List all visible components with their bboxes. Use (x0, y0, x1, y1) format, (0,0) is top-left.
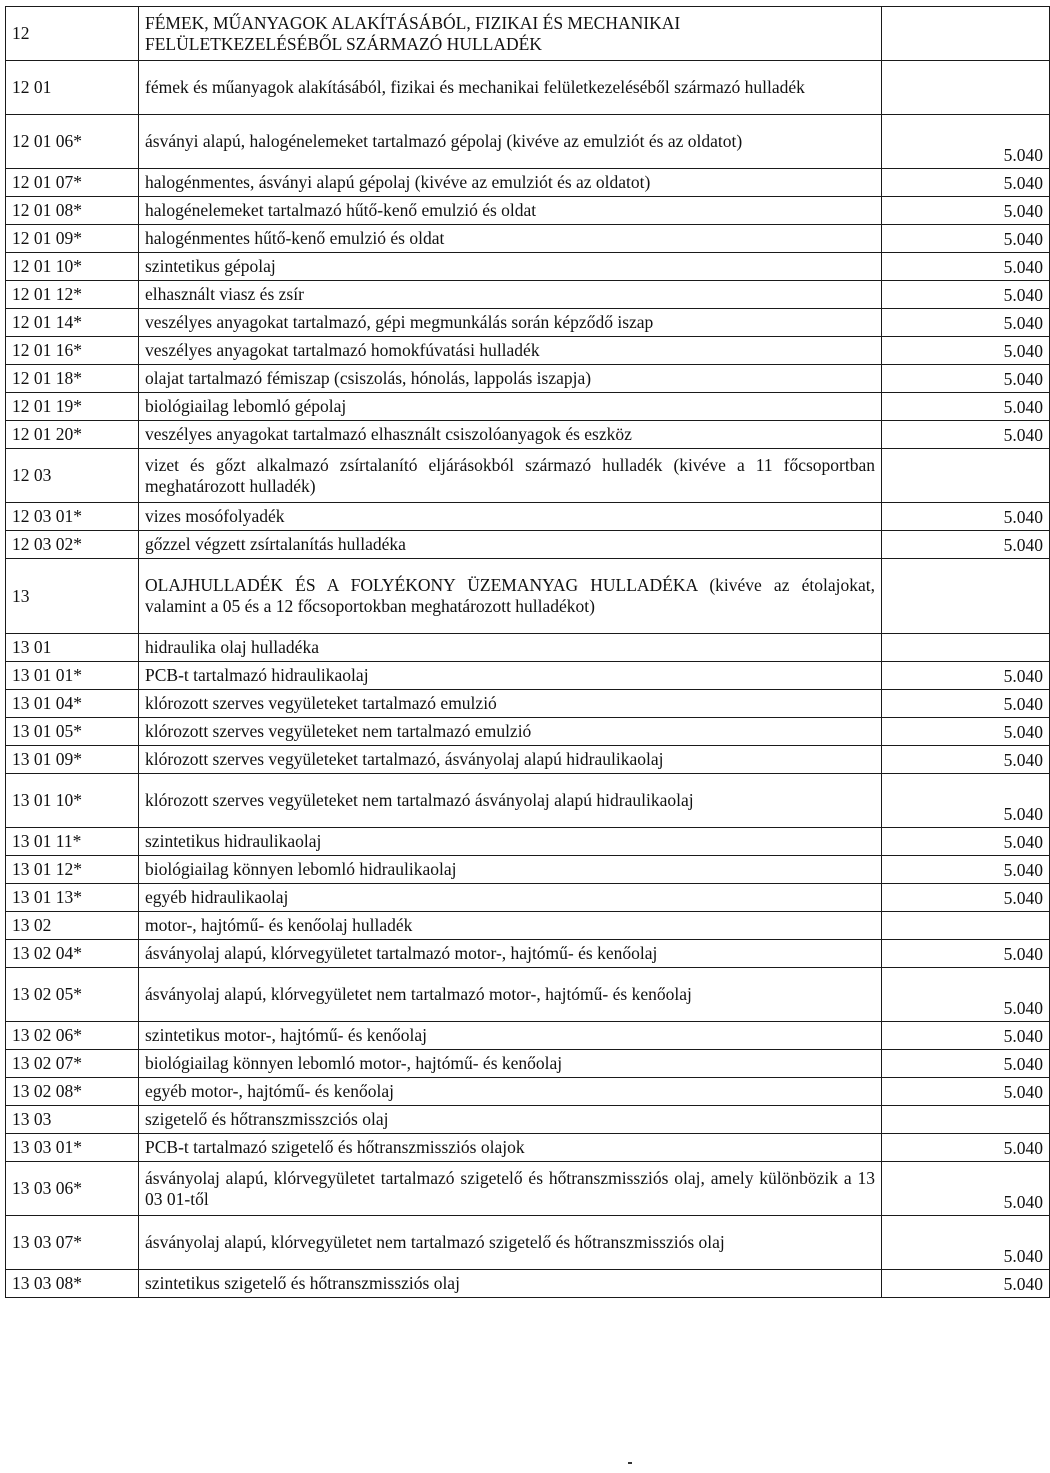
waste-description-cell: elhasznált viasz és zsír (139, 281, 882, 309)
rate-value-cell (882, 559, 1050, 634)
waste-code-cell: 13 01 09* (6, 746, 139, 774)
waste-code-cell: 13 03 01* (6, 1134, 139, 1162)
waste-code-cell: 12 01 06* (6, 115, 139, 169)
rate-value-cell (882, 61, 1050, 115)
waste-code-cell: 12 01 12* (6, 281, 139, 309)
rate-value-cell: 5.040 (882, 746, 1050, 774)
waste-code-cell: 12 01 16* (6, 337, 139, 365)
waste-description-cell: fémek és műanyagok alakításából, fizikai és mechanikai felületkezeléséből származó hulladék (139, 61, 882, 115)
rate-value-cell: 5.040 (882, 365, 1050, 393)
rate-value-cell: 5.040 (882, 1162, 1050, 1216)
waste-code-cell: 13 02 05* (6, 968, 139, 1022)
waste-description-cell: ásványolaj alapú, klórvegyületet tartalmazó szigetelő és hőtranszmissziós olaj, amely különbözik a 13 03 01-től (139, 1162, 882, 1216)
waste-code-cell: 13 02 04* (6, 940, 139, 968)
waste-description-cell: vizes mosófolyadék (139, 503, 882, 531)
table-row (6, 774, 1050, 828)
waste-code-cell: 12 01 09* (6, 225, 139, 253)
waste-description-cell: halogénelemeket tartalmazó hűtő-kenő emulzió és oldat (139, 197, 882, 225)
waste-description-cell: egyéb hidraulikaolaj (139, 884, 882, 912)
table-row (6, 1050, 1050, 1078)
rate-value-cell: 5.040 (882, 197, 1050, 225)
rate-value-cell: 5.040 (882, 393, 1050, 421)
table-row (6, 690, 1050, 718)
rate-value-cell: 5.040 (882, 968, 1050, 1022)
table-row (6, 634, 1050, 662)
waste-code-cell: 13 01 (6, 634, 139, 662)
waste-code-cell: 12 01 (6, 61, 139, 115)
rate-value-cell: 5.040 (882, 169, 1050, 197)
rate-value-cell: 5.040 (882, 253, 1050, 281)
waste-description-cell: klórozott szerves vegyületeket tartalmazó, ásványolaj alapú hidraulikaolaj (139, 746, 882, 774)
table-row (6, 1106, 1050, 1134)
waste-code-cell: 12 01 14* (6, 309, 139, 337)
table-row (6, 393, 1050, 421)
rate-value-cell (882, 7, 1050, 61)
waste-code-cell: 13 01 05* (6, 718, 139, 746)
waste-description-cell: biológiailag könnyen lebomló hidraulikaolaj (139, 856, 882, 884)
table-row (6, 884, 1050, 912)
waste-code-cell: 12 (6, 7, 139, 61)
table-row (6, 115, 1050, 169)
rate-value-cell: 5.040 (882, 1134, 1050, 1162)
table-body (6, 7, 1050, 1298)
waste-code-cell: 13 03 06* (6, 1162, 139, 1216)
rate-value-cell: 5.040 (882, 115, 1050, 169)
rate-value-cell: 5.040 (882, 662, 1050, 690)
waste-code-cell: 12 01 10* (6, 253, 139, 281)
scan-mark (628, 1462, 632, 1464)
waste-description-cell: biológiailag lebomló gépolaj (139, 393, 882, 421)
rate-value-cell: 5.040 (882, 281, 1050, 309)
waste-description-cell: halogénmentes hűtő-kenő emulzió és oldat (139, 225, 882, 253)
waste-code-cell: 12 03 (6, 449, 139, 503)
waste-description-cell: halogénmentes, ásványi alapú gépolaj (kivéve az emulziót és az oldatot) (139, 169, 882, 197)
waste-code-cell: 12 01 19* (6, 393, 139, 421)
rate-value-cell (882, 634, 1050, 662)
waste-description-cell: PCB-t tartalmazó hidraulikaolaj (139, 662, 882, 690)
rate-value-cell: 5.040 (882, 337, 1050, 365)
waste-description-cell: PCB-t tartalmazó szigetelő és hőtranszmissziós olajok (139, 1134, 882, 1162)
waste-description-cell: FÉMEK, MŰANYAGOK ALAKÍTÁSÁBÓL, FIZIKAI ÉS MECHANIKAI FELÜLETKEZELÉSÉBŐL SZÁRMAZÓ HULLADÉK (139, 7, 882, 61)
waste-description-cell: szigetelő és hőtranszmisszciós olaj (139, 1106, 882, 1134)
rate-value-cell: 5.040 (882, 1022, 1050, 1050)
rate-value-cell (882, 1106, 1050, 1134)
table-row (6, 61, 1050, 115)
table-row (6, 253, 1050, 281)
rate-value-cell: 5.040 (882, 1078, 1050, 1106)
waste-code-cell: 12 01 18* (6, 365, 139, 393)
waste-code-cell: 13 (6, 559, 139, 634)
table-row (6, 940, 1050, 968)
waste-code-cell: 13 02 (6, 912, 139, 940)
table-row (6, 309, 1050, 337)
waste-code-cell: 13 02 06* (6, 1022, 139, 1050)
waste-description-cell: veszélyes anyagokat tartalmazó homokfúvatási hulladék (139, 337, 882, 365)
table-row (6, 1078, 1050, 1106)
table-row (6, 225, 1050, 253)
waste-code-cell: 13 01 13* (6, 884, 139, 912)
rate-value-cell: 5.040 (882, 884, 1050, 912)
waste-description-cell: szintetikus hidraulikaolaj (139, 828, 882, 856)
waste-description-cell: olajat tartalmazó fémiszap (csiszolás, hónolás, lappolás iszapja) (139, 365, 882, 393)
waste-description-cell: szintetikus szigetelő és hőtranszmissziós olaj (139, 1270, 882, 1298)
waste-description-cell: szintetikus motor-, hajtómű- és kenőolaj (139, 1022, 882, 1050)
table-row (6, 828, 1050, 856)
waste-description-cell: ásványolaj alapú, klórvegyületet tartalmazó motor-, hajtómű- és kenőolaj (139, 940, 882, 968)
rate-value-cell: 5.040 (882, 1270, 1050, 1298)
rate-value-cell: 5.040 (882, 1050, 1050, 1078)
waste-description-cell: ásványi alapú, halogénelemeket tartalmazó gépolaj (kivéve az emulziót és az oldatot) (139, 115, 882, 169)
rate-value-cell: 5.040 (882, 718, 1050, 746)
table-row (6, 365, 1050, 393)
rate-value-cell (882, 449, 1050, 503)
table-row (6, 169, 1050, 197)
table-row (6, 449, 1050, 503)
waste-code-cell: 13 01 12* (6, 856, 139, 884)
waste-description-cell: ásványolaj alapú, klórvegyületet nem tartalmazó szigetelő és hőtranszmissziós olaj (139, 1216, 882, 1270)
waste-description-cell: klórozott szerves vegyületeket nem tartalmazó emulzió (139, 718, 882, 746)
waste-code-cell: 13 03 (6, 1106, 139, 1134)
rate-value-cell: 5.040 (882, 309, 1050, 337)
rate-value-cell: 5.040 (882, 856, 1050, 884)
waste-code-table (5, 6, 1050, 1298)
waste-description-cell: vizet és gőzt alkalmazó zsírtalanító eljárásokból származó hulladék (kivéve a 11 főcsoportban meghatározott hulladék) (139, 449, 882, 503)
rate-value-cell: 5.040 (882, 1216, 1050, 1270)
waste-description-cell: ásványolaj alapú, klórvegyületet nem tartalmazó motor-, hajtómű- és kenőolaj (139, 968, 882, 1022)
rate-value-cell: 5.040 (882, 690, 1050, 718)
table-row (6, 197, 1050, 225)
waste-code-cell: 13 02 07* (6, 1050, 139, 1078)
rate-value-cell: 5.040 (882, 531, 1050, 559)
waste-description-cell: szintetikus gépolaj (139, 253, 882, 281)
rate-value-cell: 5.040 (882, 774, 1050, 828)
table-row (6, 559, 1050, 634)
waste-description-cell: motor-, hajtómű- és kenőolaj hulladék (139, 912, 882, 940)
rate-value-cell: 5.040 (882, 225, 1050, 253)
waste-code-cell: 13 01 10* (6, 774, 139, 828)
table-row (6, 531, 1050, 559)
waste-code-cell: 12 01 07* (6, 169, 139, 197)
rate-value-cell: 5.040 (882, 421, 1050, 449)
table-row (6, 746, 1050, 774)
waste-description-cell: veszélyes anyagokat tartalmazó elhasznált csiszolóanyagok és eszköz (139, 421, 882, 449)
waste-code-cell: 13 02 08* (6, 1078, 139, 1106)
table-row (6, 662, 1050, 690)
waste-code-cell: 13 01 01* (6, 662, 139, 690)
waste-code-cell: 13 01 04* (6, 690, 139, 718)
rate-value-cell: 5.040 (882, 828, 1050, 856)
table-row (6, 1022, 1050, 1050)
table-row (6, 281, 1050, 309)
table-row (6, 1162, 1050, 1216)
waste-description-cell: klórozott szerves vegyületeket nem tartalmazó ásványolaj alapú hidraulikaolaj (139, 774, 882, 828)
table-row (6, 912, 1050, 940)
waste-description-cell: veszélyes anyagokat tartalmazó, gépi megmunkálás során képződő iszap (139, 309, 882, 337)
rate-value-cell (882, 912, 1050, 940)
waste-code-cell: 12 01 08* (6, 197, 139, 225)
table-row (6, 421, 1050, 449)
waste-code-cell: 12 01 20* (6, 421, 139, 449)
table-row (6, 968, 1050, 1022)
rate-value-cell: 5.040 (882, 940, 1050, 968)
waste-description-cell: biológiailag könnyen lebomló motor-, hajtómű- és kenőolaj (139, 1050, 882, 1078)
waste-description-cell: hidraulika olaj hulladéka (139, 634, 882, 662)
waste-description-cell: gőzzel végzett zsírtalanítás hulladéka (139, 531, 882, 559)
waste-code-cell: 13 03 08* (6, 1270, 139, 1298)
table-row (6, 337, 1050, 365)
table-row (6, 1270, 1050, 1298)
rate-value-cell: 5.040 (882, 503, 1050, 531)
table-row (6, 856, 1050, 884)
waste-code-cell: 13 01 11* (6, 828, 139, 856)
table-row (6, 7, 1050, 61)
waste-code-cell: 12 03 01* (6, 503, 139, 531)
table-row (6, 718, 1050, 746)
table-row (6, 503, 1050, 531)
table-row (6, 1216, 1050, 1270)
waste-code-cell: 12 03 02* (6, 531, 139, 559)
waste-description-cell: klórozott szerves vegyületeket tartalmazó emulzió (139, 690, 882, 718)
waste-description-cell: OLAJHULLADÉK ÉS A FOLYÉKONY ÜZEMANYAG HULLADÉKA (kivéve az étolajokat, valamint a 05 és a 12 főcsoportokban meghatározott hulladékot) (139, 559, 882, 634)
table-row (6, 1134, 1050, 1162)
waste-code-cell: 13 03 07* (6, 1216, 139, 1270)
waste-description-cell: egyéb motor-, hajtómű- és kenőolaj (139, 1078, 882, 1106)
